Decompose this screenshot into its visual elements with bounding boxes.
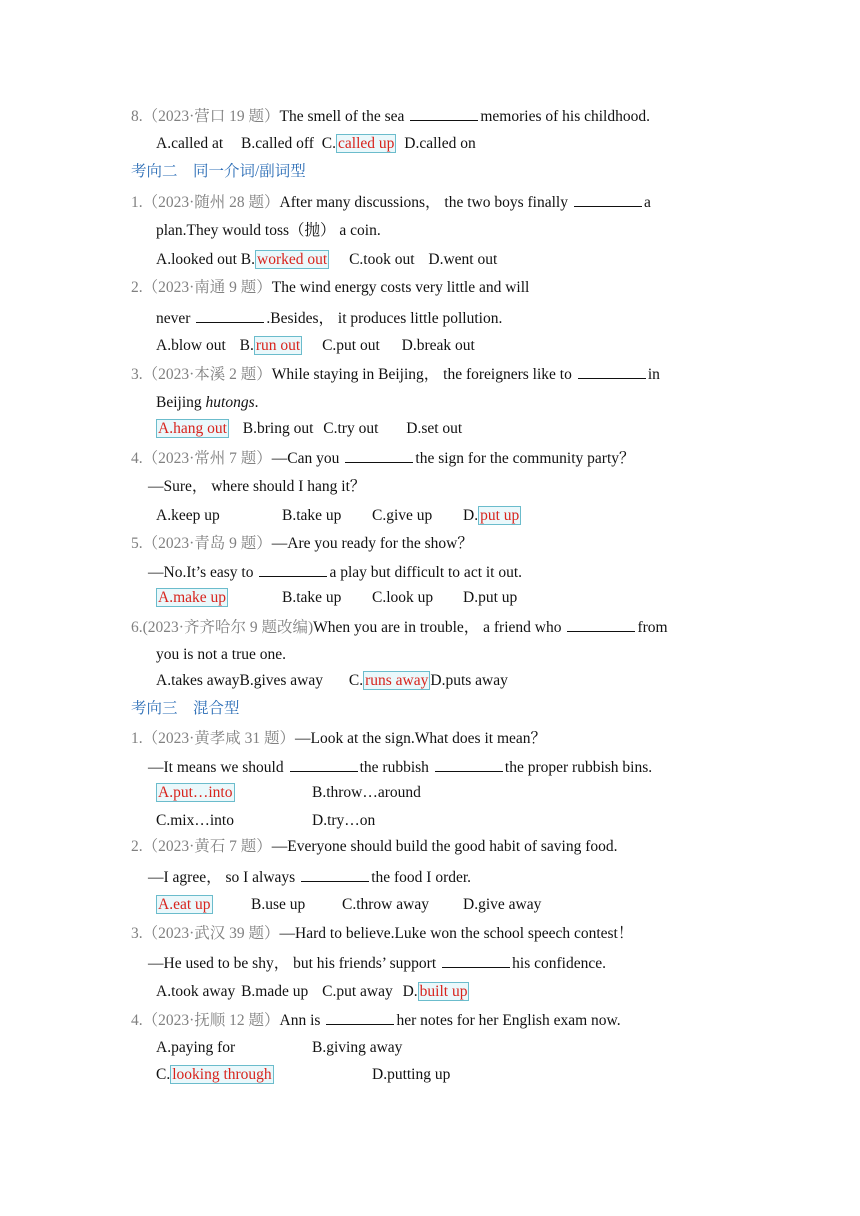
answer-blank	[326, 1010, 394, 1025]
answer-blank	[410, 106, 478, 121]
question-source: .（2023·营口 19 题）	[138, 108, 280, 125]
option-b: B.made up	[241, 983, 309, 1000]
option-d-prefix: D.	[402, 983, 418, 1000]
s2-question-5-options	[156, 588, 517, 608]
answer-highlight: looking through	[172, 1066, 272, 1083]
option-c: C.give up	[372, 507, 433, 524]
question-number: 6	[131, 619, 139, 636]
option-c-prefix: C.	[348, 672, 364, 689]
question-text: After many discussions， the two boys finally	[279, 194, 568, 211]
question-number: 3	[131, 925, 139, 942]
question-text: —Look at the sign.What does it mean？	[295, 730, 547, 747]
question-number: 1	[131, 730, 139, 747]
question-source: .（2023·抚顺 12 题）	[138, 1012, 280, 1029]
question-text: —I agree， so I always	[148, 869, 296, 886]
answer-blank	[259, 562, 327, 577]
question-number: 3	[131, 366, 139, 383]
answer-blank	[301, 867, 369, 882]
option-b-prefix: B.	[239, 337, 254, 354]
question-text: the sign for the community party？	[415, 450, 635, 467]
question-source: .（2023·黄石 7 题）	[138, 838, 272, 855]
section-heading-2: 考向二 同一介词/副词型	[131, 163, 306, 180]
s3-question-2-options	[156, 895, 541, 915]
question-text: Beijing	[156, 394, 206, 411]
question-text: .Besides， it produces little pollution.	[266, 310, 503, 327]
question-number: 4	[131, 1012, 139, 1029]
option-a: A.took away	[156, 983, 236, 1000]
s3-question-1-options-row1	[156, 783, 421, 803]
answer-highlight: A.put…into	[158, 784, 233, 801]
s3-question-3-continued	[148, 953, 606, 974]
answer-blank	[578, 364, 646, 379]
option-d-prefix: D.	[463, 507, 479, 524]
s3-question-1-options-row2	[156, 811, 375, 831]
answer-blank	[290, 757, 358, 772]
s2-question-4-continued: —Sure， where should I hang it？	[148, 478, 366, 495]
question-number: 4	[131, 450, 139, 467]
answer-highlight: put up	[480, 507, 520, 524]
question-text: —No.It’s easy to	[148, 564, 254, 581]
question-text: a play but difficult to act it out.	[329, 564, 523, 581]
option-a: A.called at	[156, 135, 224, 152]
s3-question-1-stem	[131, 729, 546, 749]
s3-question-3-options	[156, 982, 469, 1002]
option-d: D.went out	[428, 251, 498, 268]
question-text: —Are you ready for the show？	[271, 535, 473, 552]
question-text: —Hard to believe.Luke won the school speech contest！	[279, 925, 634, 942]
answer-highlight: A.eat up	[158, 896, 211, 913]
question-text: memories of his childhood.	[480, 108, 650, 125]
question-text: —It means we should	[148, 759, 284, 776]
s3-question-1-continued	[148, 757, 652, 778]
option-b: B.take up	[282, 507, 342, 524]
option-d: D.set out	[406, 420, 463, 437]
answer-blank	[574, 192, 642, 207]
s3-question-4-options-row2	[156, 1065, 450, 1085]
option-b: B.throw…around	[312, 784, 421, 801]
question-text: the proper rubbish bins.	[504, 759, 653, 776]
option-b: B.use up	[251, 896, 306, 913]
answer-highlight: runs away	[365, 672, 429, 689]
option-c: C.mix…into	[156, 812, 234, 829]
option-d: D.put up	[463, 589, 518, 606]
s2-question-6-stem	[131, 617, 668, 638]
question-text: the food I order.	[371, 869, 472, 886]
question-text: in	[647, 366, 660, 383]
option-c: C.try out	[323, 420, 379, 437]
question-text: —Can you	[271, 450, 340, 467]
option-a: A.looked out B.	[156, 251, 256, 268]
option-b: B.called off	[241, 135, 314, 152]
question-text: The smell of the sea	[279, 108, 405, 125]
question-number: 5	[131, 535, 139, 552]
question-number: 8	[131, 108, 139, 125]
question-source: .（2023·随州 28 题）	[138, 194, 280, 211]
option-d: D.putting up	[372, 1066, 451, 1083]
option-c: C.look up	[372, 589, 434, 606]
s3-question-3-stem	[131, 924, 633, 944]
question-text: her notes for her English exam now.	[396, 1012, 621, 1029]
question-text: When you are in trouble， a friend who	[313, 619, 562, 636]
answer-blank	[435, 757, 503, 772]
option-b: B.bring out	[242, 420, 314, 437]
answer-highlight: built up	[419, 983, 468, 1000]
option-c: C.throw away	[342, 896, 429, 913]
question-source: .（2023·青岛 9 题）	[138, 535, 272, 552]
s2-question-6-options	[156, 671, 508, 691]
question-text: Ann is	[279, 1012, 321, 1029]
option-d: D.break out	[401, 337, 475, 354]
s2-question-2-options	[156, 336, 475, 356]
option-b: B.gives away	[239, 672, 324, 689]
option-c: C.took out	[349, 251, 415, 268]
question-number: 1	[131, 194, 139, 211]
s2-question-3-continued	[156, 393, 258, 413]
question-source: .（2023·武汉 39 题）	[138, 925, 280, 942]
question-text: .	[254, 394, 259, 411]
option-a: A.blow out	[156, 337, 226, 354]
s2-question-1-continued: plan.They would toss（抛） a coin.	[156, 222, 381, 239]
option-b: B.giving away	[312, 1039, 403, 1056]
answer-highlight: A.hang out	[158, 420, 227, 437]
s2-question-5-continued	[148, 562, 522, 583]
s2-question-3-stem	[131, 364, 660, 385]
question-source: .（2023·常州 7 题）	[138, 450, 272, 467]
section-heading-3: 考向三 混合型	[131, 700, 240, 717]
question-number: 2	[131, 838, 139, 855]
s2-question-4-options	[156, 506, 521, 526]
option-c-prefix: C.	[156, 1066, 171, 1083]
question-8-options	[156, 134, 476, 154]
s2-question-3-options	[156, 419, 462, 439]
question-8-stem	[131, 106, 650, 127]
question-text: —He used to be shy， but his friends’ support	[148, 955, 437, 972]
question-text: never	[156, 310, 191, 327]
option-d: D.give away	[463, 896, 542, 913]
s2-question-2-stem	[131, 278, 529, 298]
option-a: A.paying for	[156, 1039, 236, 1056]
answer-blank	[442, 953, 510, 968]
option-d: D.puts away	[430, 672, 508, 689]
question-text: The wind energy costs very little and will	[271, 279, 530, 296]
question-source: .(2023·齐齐哈尔 9 题改编)	[138, 619, 314, 636]
question-text: from	[637, 619, 668, 636]
s2-question-6-continued: you is not a true one.	[156, 646, 287, 663]
option-c: C.put out	[322, 337, 380, 354]
option-a: A.keep up	[156, 507, 220, 524]
option-d: D.try…on	[312, 812, 376, 829]
answer-highlight: worked out	[257, 251, 328, 268]
s2-question-4-stem	[131, 448, 635, 469]
option-c: C.put away	[322, 983, 393, 1000]
answer-blank	[567, 617, 635, 632]
option-b: B.take up	[282, 589, 342, 606]
s3-question-2-continued	[148, 867, 471, 888]
s3-question-4-stem	[131, 1010, 621, 1031]
answer-highlight: called up	[338, 135, 395, 152]
s2-question-1-options	[156, 250, 497, 270]
question-source: .（2023·本溪 2 题）	[138, 366, 272, 383]
question-text: While staying in Beijing， the foreigners like to	[271, 366, 572, 383]
s2-question-1-stem	[131, 192, 651, 213]
option-d: D.called on	[404, 135, 476, 152]
s2-question-5-stem	[131, 534, 473, 554]
s3-question-4-options-row1	[156, 1038, 402, 1058]
option-a: A.takes away	[156, 672, 240, 689]
answer-blank	[196, 308, 264, 323]
option-c-prefix: C.	[321, 135, 336, 152]
s3-question-2-stem	[131, 837, 617, 857]
question-source: .（2023·南通 9 题）	[138, 279, 272, 296]
italic-word: hutongs	[205, 394, 255, 411]
s2-question-2-continued	[156, 308, 502, 329]
question-text: a	[644, 194, 651, 211]
question-text: the rubbish	[359, 759, 429, 776]
question-text: his confidence.	[512, 955, 606, 972]
question-number: 2	[131, 279, 139, 296]
question-source: .（2023·黄孝咸 31 题）	[138, 730, 296, 747]
question-text: —Everyone should build the good habit of saving food.	[271, 838, 618, 855]
answer-blank	[345, 448, 413, 463]
answer-highlight: A.make up	[158, 589, 227, 606]
answer-highlight: run out	[255, 337, 301, 354]
